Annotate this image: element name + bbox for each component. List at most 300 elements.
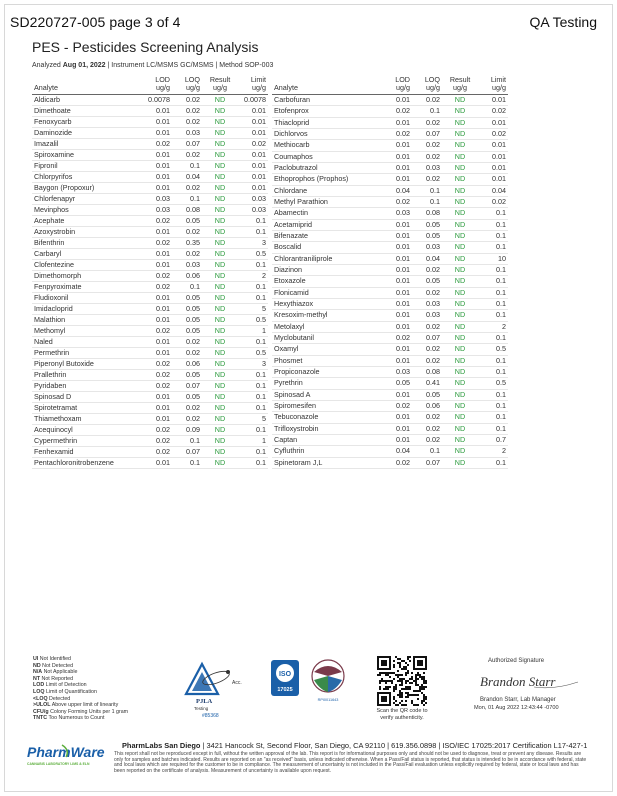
table-row bbox=[32, 381, 268, 392]
result-value: ND bbox=[202, 161, 238, 172]
qr-module bbox=[405, 662, 407, 664]
qr-module bbox=[423, 680, 425, 682]
lod-value: 0.02 bbox=[382, 106, 412, 117]
qr-module bbox=[421, 684, 423, 686]
lod-value: 0.03 bbox=[382, 208, 412, 219]
qr-module bbox=[401, 700, 403, 702]
qr-module bbox=[401, 704, 403, 706]
qr-module bbox=[397, 676, 399, 678]
loq-value: 0.05 bbox=[172, 370, 202, 381]
qr-module bbox=[383, 680, 385, 682]
qr-module bbox=[415, 704, 417, 706]
qr-module bbox=[409, 688, 411, 690]
qr-module bbox=[403, 678, 405, 680]
result-value: ND bbox=[202, 128, 238, 139]
table-row bbox=[272, 117, 508, 128]
pjla-accreditation-logo bbox=[182, 658, 248, 718]
qr-module bbox=[411, 700, 413, 702]
legend-item bbox=[33, 696, 158, 703]
lod-value: 0.01 bbox=[142, 315, 172, 326]
lod-value: 0.02 bbox=[142, 447, 172, 458]
loq-value: 0.1 bbox=[412, 106, 442, 117]
analyte-name: Malathion bbox=[32, 315, 142, 326]
qr-module bbox=[399, 674, 401, 676]
pjla-orbit-dot bbox=[226, 670, 230, 674]
analyte-name: Boscalid bbox=[272, 242, 382, 253]
loq-value: 0.04 bbox=[412, 253, 442, 264]
table-row bbox=[32, 117, 268, 128]
analyte-name: Dimethoate bbox=[32, 106, 142, 117]
loq-value: 0.03 bbox=[412, 162, 442, 173]
qr-module bbox=[393, 696, 395, 698]
qr-module bbox=[401, 696, 403, 698]
qr-module bbox=[385, 686, 387, 688]
pharmware-wordmark: PharmWare bbox=[27, 744, 105, 760]
qr-module bbox=[411, 676, 413, 678]
loq-value: 0.04 bbox=[172, 172, 202, 183]
analyte-name: Naled bbox=[32, 337, 142, 348]
legend-item bbox=[33, 663, 158, 670]
qr-module bbox=[381, 680, 383, 682]
lod-value: 0.02 bbox=[142, 282, 172, 293]
qr-module bbox=[413, 680, 415, 682]
qr-module bbox=[407, 664, 409, 666]
qr-module bbox=[425, 702, 427, 704]
lab-address-details: | 3421 Hancock St, Second Floor, San Diego, CA 92110 | 619.356.0898 | ISO/IEC 17025:2017 Certification L17-427-1 bbox=[200, 741, 588, 750]
result-value: ND bbox=[442, 344, 478, 355]
table-row bbox=[272, 321, 508, 332]
loq-value: 0.09 bbox=[172, 425, 202, 436]
table-row bbox=[32, 425, 268, 436]
loq-value: 0.08 bbox=[412, 366, 442, 377]
lod-value: 0.01 bbox=[382, 434, 412, 445]
limit-value: 0.02 bbox=[478, 196, 508, 207]
loq-value: 0.05 bbox=[172, 304, 202, 315]
result-value: ND bbox=[202, 106, 238, 117]
table-row bbox=[272, 185, 508, 196]
qr-module bbox=[417, 684, 419, 686]
limit-value: 0.1 bbox=[478, 423, 508, 434]
qr-module bbox=[415, 684, 417, 686]
loq-value: 0.05 bbox=[412, 276, 442, 287]
section-label: QA Testing bbox=[529, 14, 597, 30]
legend-abbrev: CFU/g bbox=[33, 708, 49, 715]
table-row bbox=[32, 227, 268, 238]
loq-value: 0.06 bbox=[412, 400, 442, 411]
qr-module bbox=[407, 686, 409, 688]
table-row bbox=[32, 315, 268, 326]
limit-value: 3 bbox=[238, 359, 268, 370]
table-row bbox=[32, 414, 268, 425]
analyzed-prefix: Analyzed bbox=[32, 62, 63, 69]
lod-value: 0.01 bbox=[142, 227, 172, 238]
analyte-name: Etoxazole bbox=[272, 276, 382, 287]
analyte-name: Paclobutrazol bbox=[272, 162, 382, 173]
result-value: ND bbox=[202, 326, 238, 337]
col-result bbox=[202, 74, 238, 95]
qr-module bbox=[399, 666, 401, 668]
legend-abbrev: TNTC bbox=[33, 715, 48, 722]
pjla-sub: Testing bbox=[194, 706, 209, 711]
qr-module bbox=[421, 676, 423, 678]
qr-module bbox=[405, 666, 407, 668]
qr-module bbox=[405, 688, 407, 690]
loq-value: 0.07 bbox=[172, 381, 202, 392]
qr-module bbox=[415, 694, 417, 696]
result-value: ND bbox=[442, 321, 478, 332]
legend-abbrev: N/A bbox=[33, 669, 43, 676]
table-row bbox=[272, 366, 508, 377]
limit-value: 0.1 bbox=[238, 216, 268, 227]
table-row bbox=[32, 183, 268, 194]
table-row bbox=[272, 434, 508, 445]
ilac-accreditation-logo bbox=[308, 658, 348, 704]
iso-17025-logo bbox=[270, 659, 300, 697]
legend-meaning: Not Reported bbox=[40, 675, 74, 682]
limit-value: 0.01 bbox=[238, 117, 268, 128]
analyte-name: Carbofuran bbox=[272, 95, 382, 106]
qr-module bbox=[407, 694, 409, 696]
col-result bbox=[442, 74, 478, 95]
lod-value: 0.01 bbox=[142, 348, 172, 359]
loq-value: 0.02 bbox=[412, 412, 442, 423]
verification-qr-code[interactable] bbox=[377, 656, 427, 706]
analyte-name: Chlorpyrifos bbox=[32, 172, 142, 183]
qr-module bbox=[423, 700, 425, 702]
table-row bbox=[32, 260, 268, 271]
limit-value: 0.01 bbox=[238, 128, 268, 139]
qr-module bbox=[411, 702, 413, 704]
limit-value: 0.02 bbox=[238, 139, 268, 150]
result-value: ND bbox=[202, 458, 238, 469]
handwritten-signature bbox=[474, 670, 584, 692]
analyte-name: Flonicamid bbox=[272, 287, 382, 298]
loq-value: 0.05 bbox=[172, 216, 202, 227]
table-row bbox=[32, 293, 268, 304]
result-value: ND bbox=[442, 378, 478, 389]
result-value: ND bbox=[442, 355, 478, 366]
qr-module bbox=[419, 676, 421, 678]
analyte-name: Bifenthrin bbox=[32, 238, 142, 249]
qr-module bbox=[415, 678, 417, 680]
limit-value: 0.01 bbox=[238, 183, 268, 194]
table-header-row bbox=[32, 74, 268, 95]
loq-value: 0.03 bbox=[172, 260, 202, 271]
result-value: ND bbox=[442, 287, 478, 298]
qr-module bbox=[405, 692, 407, 694]
analyte-name: Dimethomorph bbox=[32, 271, 142, 282]
qr-module bbox=[401, 684, 403, 686]
result-value: ND bbox=[442, 230, 478, 241]
results-body-left bbox=[32, 95, 268, 469]
lod-value: 0.01 bbox=[382, 355, 412, 366]
result-value: ND bbox=[442, 106, 478, 117]
legend-item bbox=[33, 669, 158, 676]
limit-value: 0.01 bbox=[478, 174, 508, 185]
qr-module bbox=[403, 668, 405, 670]
limit-value: 0.1 bbox=[478, 355, 508, 366]
table-row bbox=[272, 276, 508, 287]
loq-value: 0.05 bbox=[172, 315, 202, 326]
qr-caption-line2: verify authenticity. bbox=[380, 714, 424, 721]
qr-module bbox=[381, 672, 383, 674]
loq-value: 0.1 bbox=[412, 185, 442, 196]
col-limit-unit: ug/g bbox=[492, 83, 506, 92]
result-value: ND bbox=[442, 332, 478, 343]
table-row bbox=[32, 194, 268, 205]
qr-module bbox=[379, 674, 381, 676]
qr-module bbox=[425, 696, 427, 698]
table-row bbox=[32, 403, 268, 414]
qr-module bbox=[389, 680, 391, 682]
col-loq-unit: ug/g bbox=[186, 83, 200, 92]
analyte-name: Captan bbox=[272, 434, 382, 445]
qr-module bbox=[393, 702, 395, 704]
lod-value: 0.02 bbox=[382, 128, 412, 139]
loq-value: 0.1 bbox=[412, 446, 442, 457]
lod-value: 0.03 bbox=[142, 194, 172, 205]
qr-module bbox=[423, 696, 425, 698]
lod-value: 0.01 bbox=[142, 260, 172, 271]
pjla-acc: Acc. bbox=[232, 680, 242, 686]
qr-module bbox=[409, 660, 411, 662]
qr-module bbox=[387, 686, 389, 688]
col-loq bbox=[412, 74, 442, 95]
qr-module bbox=[413, 694, 415, 696]
table-row bbox=[272, 208, 508, 219]
qr-module bbox=[407, 688, 409, 690]
analyte-name: Diazinon bbox=[272, 264, 382, 275]
loq-value: 0.02 bbox=[412, 287, 442, 298]
table-row bbox=[32, 161, 268, 172]
result-value: ND bbox=[202, 183, 238, 194]
limit-value: 0.01 bbox=[478, 162, 508, 173]
legend-abbrev: LOD bbox=[33, 682, 45, 689]
limit-value: 0.03 bbox=[238, 205, 268, 216]
table-row bbox=[32, 139, 268, 150]
table-row bbox=[32, 249, 268, 260]
lod-value: 0.01 bbox=[142, 172, 172, 183]
analyte-name: Thiamethoxam bbox=[32, 414, 142, 425]
qr-module bbox=[399, 664, 401, 666]
result-value: ND bbox=[202, 315, 238, 326]
analyte-name: Metolaxyl bbox=[272, 321, 382, 332]
qr-module bbox=[411, 678, 413, 680]
lod-value: 0.01 bbox=[142, 128, 172, 139]
result-value: ND bbox=[202, 227, 238, 238]
qr-finder-inner bbox=[381, 696, 387, 702]
limit-value: 0.1 bbox=[478, 298, 508, 309]
lod-value: 0.01 bbox=[142, 337, 172, 348]
loq-value: 0.02 bbox=[172, 106, 202, 117]
loq-value: 0.03 bbox=[412, 242, 442, 253]
loq-value: 0.05 bbox=[172, 392, 202, 403]
loq-value: 0.07 bbox=[412, 128, 442, 139]
qr-module bbox=[385, 682, 387, 684]
result-value: ND bbox=[202, 117, 238, 128]
qr-module bbox=[385, 688, 387, 690]
qr-module bbox=[421, 700, 423, 702]
qr-module bbox=[399, 696, 401, 698]
loq-value: 0.02 bbox=[172, 150, 202, 161]
col-loq-label: LOQ bbox=[424, 75, 440, 84]
qr-module bbox=[395, 674, 397, 676]
legend-meaning: Limit of Detection bbox=[44, 682, 87, 689]
loq-value: 0.35 bbox=[172, 238, 202, 249]
signature-date: Mon, 01 Aug 2022 12:43:44 -0700 bbox=[474, 705, 559, 711]
qr-module bbox=[425, 682, 427, 684]
col-result-unit: ug/g bbox=[213, 83, 227, 92]
table-row bbox=[32, 304, 268, 315]
loq-value: 0.07 bbox=[412, 457, 442, 469]
table-row bbox=[272, 128, 508, 139]
limit-value: 0.1 bbox=[478, 219, 508, 230]
qr-module bbox=[393, 698, 395, 700]
limit-value: 0.1 bbox=[238, 392, 268, 403]
lod-value: 0.01 bbox=[382, 140, 412, 151]
result-value: ND bbox=[442, 366, 478, 377]
qr-module bbox=[399, 678, 401, 680]
limit-value: 0.1 bbox=[238, 227, 268, 238]
qr-module bbox=[413, 690, 415, 692]
legend-meaning: Not Applicable bbox=[42, 669, 78, 676]
col-lod-label: LOD bbox=[395, 75, 410, 84]
pharmware-tagline: CANNABIS LABORATORY LIMS & ELN bbox=[27, 762, 90, 766]
lod-value: 0.01 bbox=[142, 403, 172, 414]
lod-value: 0.02 bbox=[382, 400, 412, 411]
legend-item bbox=[33, 689, 158, 696]
loq-value: 0.02 bbox=[412, 151, 442, 162]
analyte-name: Carbaryl bbox=[32, 249, 142, 260]
qr-module bbox=[399, 694, 401, 696]
qr-module bbox=[389, 672, 391, 674]
limit-value: 0.1 bbox=[478, 242, 508, 253]
loq-value: 0.02 bbox=[172, 227, 202, 238]
qr-module bbox=[415, 676, 417, 678]
loq-value: 0.07 bbox=[412, 332, 442, 343]
qr-module bbox=[405, 704, 407, 706]
qr-module bbox=[395, 700, 397, 702]
qr-module bbox=[379, 672, 381, 674]
legend-abbrev: <LOQ bbox=[33, 695, 48, 702]
qr-module bbox=[421, 702, 423, 704]
results-body-right bbox=[272, 95, 508, 469]
loq-value: 0.02 bbox=[412, 344, 442, 355]
qr-module bbox=[407, 672, 409, 674]
analyte-name: Spirotetramat bbox=[32, 403, 142, 414]
analyte-name: Aldicarb bbox=[32, 95, 142, 106]
limit-value: 0.1 bbox=[478, 389, 508, 400]
limit-value: 0.5 bbox=[478, 378, 508, 389]
analyte-name: Spinosad A bbox=[272, 389, 382, 400]
qr-module bbox=[407, 680, 409, 682]
qr-module bbox=[423, 698, 425, 700]
qr-module bbox=[423, 694, 425, 696]
loq-value: 0.02 bbox=[412, 434, 442, 445]
lod-value: 0.01 bbox=[382, 412, 412, 423]
qr-module bbox=[399, 702, 401, 704]
table-row bbox=[272, 140, 508, 151]
loq-value: 0.06 bbox=[172, 271, 202, 282]
legal-disclaimer: This report shall not be reproduced except in full, without the written approval of the lab. This report is for informational purposes only and should not be used to diagnose, treat or prevent any disease. Results are only for samples and batches indicated. Results are reported on an "as received" basis, unless indicated otherwise. When a Pass/Fail status is reported, that status is intended to be in accordance with federal, state and local laws which are required for the customer to be in compliance. The measurement of uncertainty is not included in the Pass/Fail evaluation unless explicitly required by federal, state or local laws and has been reported on the certificate of analysis. Measurement of uncertainty is available upon request. bbox=[114, 751, 587, 774]
signature-script: Brandon Starr bbox=[480, 674, 556, 689]
result-value: ND bbox=[442, 128, 478, 139]
limit-value: 0.1 bbox=[478, 457, 508, 469]
table-row bbox=[32, 172, 268, 183]
qr-module bbox=[425, 680, 427, 682]
lod-value: 0.03 bbox=[142, 205, 172, 216]
table-row bbox=[272, 400, 508, 411]
result-value: ND bbox=[442, 264, 478, 275]
qr-module bbox=[403, 688, 405, 690]
legend-abbrev: >ULOL bbox=[33, 702, 51, 709]
result-value: ND bbox=[202, 348, 238, 359]
document-id: SD220727-005 page 3 of 4 bbox=[10, 14, 181, 30]
lod-value: 0.01 bbox=[382, 264, 412, 275]
result-value: ND bbox=[442, 208, 478, 219]
qr-module bbox=[387, 674, 389, 676]
limit-value: 0.02 bbox=[478, 128, 508, 139]
limit-value: 0.1 bbox=[238, 282, 268, 293]
result-value: ND bbox=[442, 196, 478, 207]
qr-module bbox=[399, 680, 401, 682]
table-row bbox=[272, 378, 508, 389]
table-row bbox=[272, 151, 508, 162]
legend-item bbox=[33, 676, 158, 683]
limit-value: 0.1 bbox=[238, 381, 268, 392]
limit-value: 0.03 bbox=[238, 194, 268, 205]
loq-value: 0.02 bbox=[412, 355, 442, 366]
table-row bbox=[272, 332, 508, 343]
lod-value: 0.02 bbox=[142, 359, 172, 370]
limit-value: 0.5 bbox=[238, 348, 268, 359]
limit-value: 0.1 bbox=[478, 332, 508, 343]
table-row bbox=[272, 174, 508, 185]
qr-module bbox=[417, 698, 419, 700]
result-value: ND bbox=[442, 389, 478, 400]
qr-module bbox=[423, 682, 425, 684]
analyte-name: Coumaphos bbox=[272, 151, 382, 162]
limit-value: 0.01 bbox=[238, 172, 268, 183]
result-value: ND bbox=[202, 447, 238, 458]
analyte-name: Spinosad D bbox=[32, 392, 142, 403]
results-table-right bbox=[272, 74, 508, 469]
qr-module bbox=[385, 672, 387, 674]
table-row bbox=[272, 423, 508, 434]
table-row bbox=[272, 162, 508, 173]
analyte-name: Bifenazate bbox=[272, 230, 382, 241]
qr-module bbox=[383, 688, 385, 690]
qr-module bbox=[383, 672, 385, 674]
qr-module bbox=[421, 678, 423, 680]
col-analyte: Analyte bbox=[272, 74, 382, 95]
qr-module bbox=[417, 674, 419, 676]
analyte-name: Abamectin bbox=[272, 208, 382, 219]
result-value: ND bbox=[442, 253, 478, 264]
analyte-name: Methyl Parathion bbox=[272, 196, 382, 207]
limit-value: 0.01 bbox=[238, 106, 268, 117]
table-row bbox=[32, 282, 268, 293]
legend-item bbox=[33, 656, 158, 663]
qr-module bbox=[381, 678, 383, 680]
analyte-name: Oxamyl bbox=[272, 344, 382, 355]
qr-module bbox=[393, 672, 395, 674]
analyte-name: Imidacloprid bbox=[32, 304, 142, 315]
result-value: ND bbox=[202, 172, 238, 183]
lod-value: 0.01 bbox=[142, 304, 172, 315]
qr-module bbox=[411, 682, 413, 684]
qr-module bbox=[401, 688, 403, 690]
